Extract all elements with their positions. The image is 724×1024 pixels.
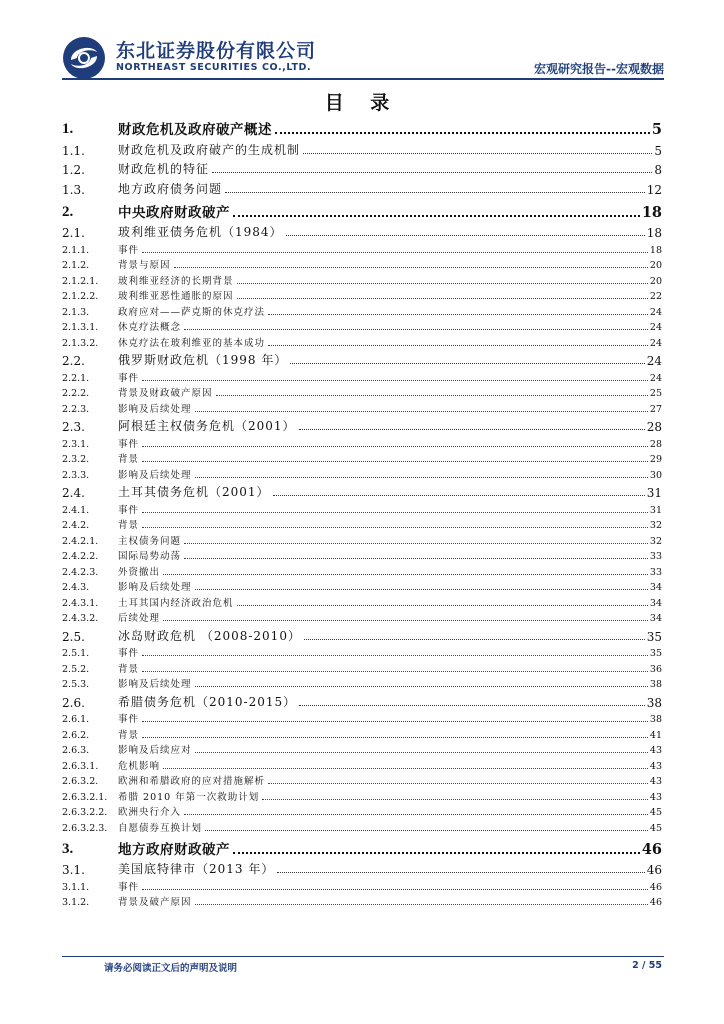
toc-leader-dots	[142, 721, 648, 722]
toc-entry-number: 2.5.3.	[62, 679, 90, 690]
toc-entry-page: 43	[649, 791, 662, 803]
toc-leader-dots	[225, 192, 645, 193]
toc-leader-dots	[216, 395, 648, 396]
toc-entry-number: 2.1.2.	[62, 260, 90, 271]
toc-entry-number: 2.1.3.2.	[62, 337, 99, 349]
toc-entry[interactable]	[62, 787, 662, 803]
toc-entry-number: 2.6.1.	[62, 714, 90, 725]
toc-entry-title: 财政危机的特征	[118, 162, 210, 176]
toc-entry-title: 主权债务问题	[118, 535, 182, 547]
toc-leader-dots	[142, 461, 648, 462]
toc-entry-page: 32	[649, 535, 662, 547]
toc-entry-page: 29	[649, 454, 662, 465]
toc-entry-number: 2.4.3.2.	[62, 613, 99, 624]
toc-entry[interactable]	[62, 725, 662, 741]
toc-entry-title: 俄罗斯财政危机（1998 年）	[118, 353, 288, 367]
toc-entry-title: 玻利维亚经济的长期背景	[118, 275, 234, 287]
toc-entry-page: 31	[646, 486, 662, 500]
toc-entry-number: 2.	[62, 203, 74, 220]
toc-leader-dots	[286, 235, 645, 236]
toc-entry[interactable]	[62, 624, 662, 644]
toc-entry-number: 1.2.	[62, 163, 85, 177]
toc-entry-page: 33	[649, 551, 662, 562]
toc-entry-number: 1.3.	[62, 182, 85, 197]
toc-entry-title: 外资撤出	[118, 566, 161, 578]
toc-entry[interactable]	[62, 240, 662, 256]
toc-entry[interactable]	[62, 818, 662, 834]
toc-entry-title: 欧洲央行介入	[118, 807, 182, 818]
toc-entry-title: 休克疗法在玻利维亚的基本成功	[118, 337, 266, 349]
toc-entry[interactable]	[62, 158, 662, 178]
toc-leader-dots	[142, 512, 648, 513]
toc-entry-number: 2.2.3.	[62, 403, 90, 415]
toc-entry-page: 8	[654, 163, 662, 177]
toc-entry-number: 3.	[62, 840, 74, 857]
toc-leader-dots	[268, 314, 648, 315]
toc-entry-title: 中央政府财政破产	[118, 204, 230, 221]
toc-leader-dots	[142, 380, 648, 381]
toc-entry-title: 事件	[118, 881, 140, 893]
page-header	[62, 30, 664, 82]
toc-entry[interactable]	[62, 481, 662, 501]
toc-entry-title: 希腊债务危机（2010-2015）	[118, 694, 297, 709]
toc-entry-number: 2.2.	[62, 354, 85, 368]
toc-entry-number: 2.1.1.	[62, 244, 90, 256]
toc-leader-dots	[277, 872, 644, 873]
toc-entry-page: 43	[649, 760, 662, 772]
report-type: 宏观研究报告--宏观数据	[534, 62, 664, 76]
toc-entry-number: 2.6.3.2.1.	[62, 791, 108, 803]
toc-entry[interactable]	[62, 114, 662, 138]
toc-entry-page: 25	[649, 388, 662, 399]
toc-leader-dots	[195, 686, 648, 687]
toc-entry-title: 土耳其债务危机（2001）	[118, 485, 270, 499]
toc-leader-dots	[237, 283, 648, 284]
toc-entry-page: 43	[649, 776, 662, 787]
toc-entry[interactable]	[62, 500, 662, 516]
toc-entry[interactable]	[62, 772, 662, 788]
toc-entry[interactable]	[62, 399, 662, 415]
toc-leader-dots	[195, 589, 648, 590]
toc-entry-page: 28	[649, 438, 662, 450]
toc-entry[interactable]	[62, 562, 662, 578]
toc-leader-dots	[195, 411, 648, 412]
toc-entry-page: 31	[649, 504, 662, 516]
toc-title: 目 录	[324, 92, 400, 114]
toc-entry-page: 24	[649, 306, 662, 318]
toc-entry-page: 45	[649, 822, 662, 834]
toc-entry-number: 2.5.2.	[62, 663, 90, 675]
toc-entry-title: 地方政府财政破产	[118, 841, 230, 858]
toc-entry-number: 2.6.3.2.2.	[62, 807, 108, 818]
toc-leader-dots	[290, 363, 644, 364]
toc-entry-title: 事件	[118, 372, 140, 384]
toc-entry-number: 2.3.1.	[62, 438, 90, 450]
toc-entry-number: 1.	[62, 121, 74, 137]
toc-entry-number: 3.1.1.	[62, 881, 90, 893]
toc-entry[interactable]	[62, 858, 662, 878]
toc-entry-title: 背景与原因	[118, 260, 171, 271]
toc-entry-number: 2.4.	[62, 486, 85, 500]
toc-entry-number: 2.2.2.	[62, 388, 90, 399]
toc-entry-number: 2.3.3.	[62, 469, 90, 481]
toc-entry-title: 自愿债券互换计划	[118, 822, 203, 834]
toc-leader-dots	[303, 153, 652, 154]
toc-leader-dots	[195, 752, 648, 753]
toc-entry-title: 危机影响	[118, 760, 161, 772]
toc-leader-dots	[237, 605, 648, 606]
toc-entry[interactable]	[62, 834, 662, 858]
toc-entry-number: 3.1.2.	[62, 897, 90, 908]
toc-leader-dots	[205, 830, 648, 831]
toc-leader-dots	[273, 495, 645, 496]
toc-entry-number: 1.1.	[62, 143, 85, 158]
toc-entry-title: 背景及破产原因	[118, 897, 192, 908]
toc-leader-dots	[262, 799, 648, 800]
toc-entry[interactable]	[62, 675, 662, 691]
toc-entry[interactable]	[62, 710, 662, 726]
toc-entry-title: 财政危机及政府破产概述	[118, 122, 272, 138]
toc-leader-dots	[174, 267, 648, 268]
toc-entry-number: 2.1.2.1.	[62, 275, 99, 287]
toc-entry-number: 2.1.3.	[62, 306, 90, 318]
toc-leader-dots	[142, 737, 648, 738]
toc-leader-dots	[142, 252, 648, 253]
toc-leader-dots	[184, 558, 648, 559]
toc-leader-dots	[299, 429, 645, 430]
toc-entry-page: 5	[651, 121, 662, 138]
toc-leader-dots	[268, 783, 648, 784]
toc-entry[interactable]	[62, 415, 662, 435]
toc-entry-title: 事件	[118, 648, 140, 659]
toc-entry-title: 事件	[118, 244, 140, 256]
toc-entry-title: 影响及后续处理	[118, 469, 192, 481]
toc-entry-page: 22	[649, 291, 662, 302]
toc-entry-title: 影响及后续处理	[118, 403, 192, 415]
toc-entry-title: 背景	[118, 454, 140, 465]
toc-entry-page: 28	[646, 420, 662, 434]
toc-entry-number: 2.1.	[62, 226, 85, 240]
toc-entry-number: 2.4.1.	[62, 504, 90, 516]
toc-entry-number: 3.1.	[62, 863, 85, 877]
toc-entry-number: 2.4.3.	[62, 582, 90, 593]
toc-entry-page: 18	[641, 203, 662, 221]
toc-entry-page: 20	[649, 275, 662, 287]
toc-leader-dots	[212, 172, 652, 173]
toc-leader-dots	[299, 705, 645, 706]
toc-entry-page: 20	[649, 260, 662, 271]
toc-entry-page: 46	[646, 863, 662, 877]
toc-entry[interactable]	[62, 644, 662, 660]
toc-entry-page: 12	[646, 182, 662, 197]
toc-leader-dots	[142, 889, 648, 890]
toc-entry-number: 2.6.3.2.	[62, 776, 99, 787]
toc-entry[interactable]	[62, 578, 662, 594]
toc-entry-title: 玻利维亚债务危机（1984）	[118, 225, 283, 239]
toc-entry[interactable]	[62, 756, 662, 772]
toc-leader-dots	[184, 329, 648, 330]
toc-entry-number: 2.1.3.1.	[62, 322, 99, 333]
footer-divider	[62, 956, 664, 957]
toc-entry-title: 玻利维亚恶性通胀的原因	[118, 291, 234, 302]
toc-entry-title: 欧洲和希腊政府的应对措施解析	[118, 776, 266, 787]
toc-entry[interactable]	[62, 318, 662, 334]
toc-entry-title: 美国底特律市（2013 年）	[118, 862, 275, 876]
toc-entry-number: 2.4.3.1.	[62, 597, 99, 609]
toc-leader-dots	[268, 345, 648, 346]
toc-entry[interactable]	[62, 877, 662, 893]
toc-entry-number: 2.4.2.2.	[62, 551, 99, 562]
toc-entry-page: 46	[649, 897, 662, 908]
toc-entry-title: 财政危机及政府破产的生成机制	[118, 142, 301, 157]
toc-entry[interactable]	[62, 221, 662, 241]
toc-entry-page: 35	[649, 648, 662, 659]
toc-entry-page: 27	[649, 403, 662, 415]
toc-entry-title: 影响及后续应对	[118, 745, 192, 756]
toc-entry-page: 34	[649, 597, 662, 609]
toc-leader-dots	[163, 574, 648, 575]
toc-entry-title: 阿根廷主权债务危机（2001）	[118, 419, 296, 433]
toc-entry-title: 休克疗法概念	[118, 322, 182, 333]
toc-entry-title: 背景	[118, 729, 140, 741]
toc-entry-title: 冰岛财政危机 （2008-2010）	[118, 628, 301, 643]
toc-entry[interactable]	[62, 531, 662, 547]
toc-entry[interactable]	[62, 271, 662, 287]
toc-entry-number: 2.3.2.	[62, 454, 90, 465]
toc-entry-number: 2.6.3.1.	[62, 760, 99, 772]
toc-entry-number: 2.6.	[62, 695, 85, 710]
toc-entry-number: 2.6.2.	[62, 729, 90, 741]
toc-entry-page: 46	[649, 881, 662, 893]
toc-entry-page: 43	[649, 745, 662, 756]
toc-entry[interactable]	[62, 659, 662, 675]
toc-entry[interactable]	[62, 197, 662, 221]
toc-entry[interactable]	[62, 302, 662, 318]
toc-entry-number: 2.4.2.	[62, 520, 90, 531]
toc-entry-title: 影响及后续处理	[118, 679, 192, 690]
toc-entry-page: 35	[646, 629, 662, 644]
toc-leader-dots	[195, 904, 648, 905]
toc-leader-dots	[163, 768, 648, 769]
toc-entry[interactable]	[62, 450, 662, 466]
company-name-en: NORTHEAST SECURITIES CO.,LTD.	[116, 62, 312, 73]
toc-leader-dots	[304, 639, 645, 640]
toc-leader-dots	[184, 543, 648, 544]
toc-entry-number: 2.4.2.1.	[62, 535, 99, 547]
toc-entry[interactable]	[62, 690, 662, 710]
toc-entry[interactable]	[62, 333, 662, 349]
toc-entry-title: 事件	[118, 438, 140, 450]
toc-entry-page: 34	[649, 613, 662, 624]
toc-entry[interactable]	[62, 547, 662, 563]
toc-leader-dots	[142, 671, 648, 672]
toc-entry-page: 38	[649, 714, 662, 725]
toc-entry-page: 41	[649, 729, 662, 741]
table-of-contents	[62, 114, 662, 908]
toc-entry[interactable]	[62, 368, 662, 384]
toc-entry[interactable]	[62, 609, 662, 625]
toc-leader-dots	[237, 298, 648, 299]
toc-entry-title: 政府应对——萨克斯的休克疗法	[118, 306, 266, 318]
toc-leader-dots	[233, 215, 640, 217]
toc-entry[interactable]	[62, 465, 662, 481]
toc-entry-number: 2.5.1.	[62, 648, 90, 659]
toc-entry[interactable]	[62, 384, 662, 400]
toc-leader-dots	[142, 527, 648, 528]
toc-entry-title: 地方政府债务问题	[118, 181, 223, 196]
toc-entry-title: 背景	[118, 520, 140, 531]
toc-entry[interactable]	[62, 177, 662, 197]
toc-entry-title: 背景及财政破产原因	[118, 388, 213, 399]
toc-entry-title: 希腊 2010 年第一次救助计划	[118, 791, 260, 803]
toc-entry[interactable]	[62, 741, 662, 757]
toc-entry-title: 土耳其国内经济政治危机	[118, 597, 234, 609]
toc-entry[interactable]	[62, 893, 662, 909]
toc-entry[interactable]	[62, 287, 662, 303]
toc-entry-title: 影响及后续处理	[118, 582, 192, 593]
toc-leader-dots	[142, 655, 648, 656]
toc-entry-title: 事件	[118, 714, 140, 725]
toc-leader-dots	[195, 477, 648, 478]
toc-entry[interactable]	[62, 803, 662, 819]
toc-entry-title: 事件	[118, 504, 140, 516]
toc-entry[interactable]	[62, 349, 662, 369]
toc-entry-number: 2.3.	[62, 420, 85, 434]
toc-entry-page: 18	[646, 226, 662, 240]
toc-leader-dots	[233, 852, 640, 854]
toc-entry-page: 38	[646, 695, 662, 710]
toc-entry-title: 国际局势动荡	[118, 551, 182, 562]
toc-entry-page: 30	[649, 469, 662, 481]
toc-entry-number: 2.6.3.2.3.	[62, 822, 108, 834]
toc-entry-number: 2.5.	[62, 629, 85, 644]
footer-disclaimer: 请务必阅读正文后的声明及说明	[104, 963, 238, 974]
toc-entry-number: 2.1.2.2.	[62, 291, 99, 302]
toc-leader-dots	[142, 446, 648, 447]
toc-entry-page: 33	[649, 566, 662, 578]
toc-entry-number: 2.4.2.3.	[62, 566, 99, 578]
toc-entry-page: 24	[649, 322, 662, 333]
toc-entry-page: 24	[649, 372, 662, 384]
toc-leader-dots	[163, 620, 648, 621]
toc-entry-title: 背景	[118, 663, 140, 675]
toc-entry[interactable]	[62, 138, 662, 158]
toc-entry-page: 34	[649, 582, 662, 593]
toc-leader-dots	[275, 132, 650, 134]
header-divider	[62, 78, 664, 80]
toc-entry-page: 24	[646, 354, 662, 368]
toc-entry-page: 46	[641, 840, 662, 858]
toc-entry[interactable]	[62, 434, 662, 450]
toc-entry-page: 32	[649, 520, 662, 531]
company-name-cn: 东北证券股份有限公司	[116, 40, 317, 62]
toc-entry-number: 2.6.3.	[62, 745, 90, 756]
toc-entry[interactable]	[62, 256, 662, 272]
toc-entry-title: 后续处理	[118, 613, 161, 624]
toc-entry[interactable]	[62, 516, 662, 532]
toc-entry-number: 2.2.1.	[62, 372, 90, 384]
toc-entry-page: 24	[649, 337, 662, 349]
toc-leader-dots	[184, 814, 648, 815]
toc-entry-page: 18	[649, 244, 662, 256]
toc-entry-page: 45	[649, 807, 662, 818]
northeast-securities-logo-icon	[62, 36, 106, 80]
page-number: 2 / 55	[632, 960, 662, 971]
toc-entry-page: 36	[649, 663, 662, 675]
toc-entry[interactable]	[62, 593, 662, 609]
toc-entry-page: 38	[649, 679, 662, 690]
toc-entry-page: 5	[654, 143, 662, 158]
